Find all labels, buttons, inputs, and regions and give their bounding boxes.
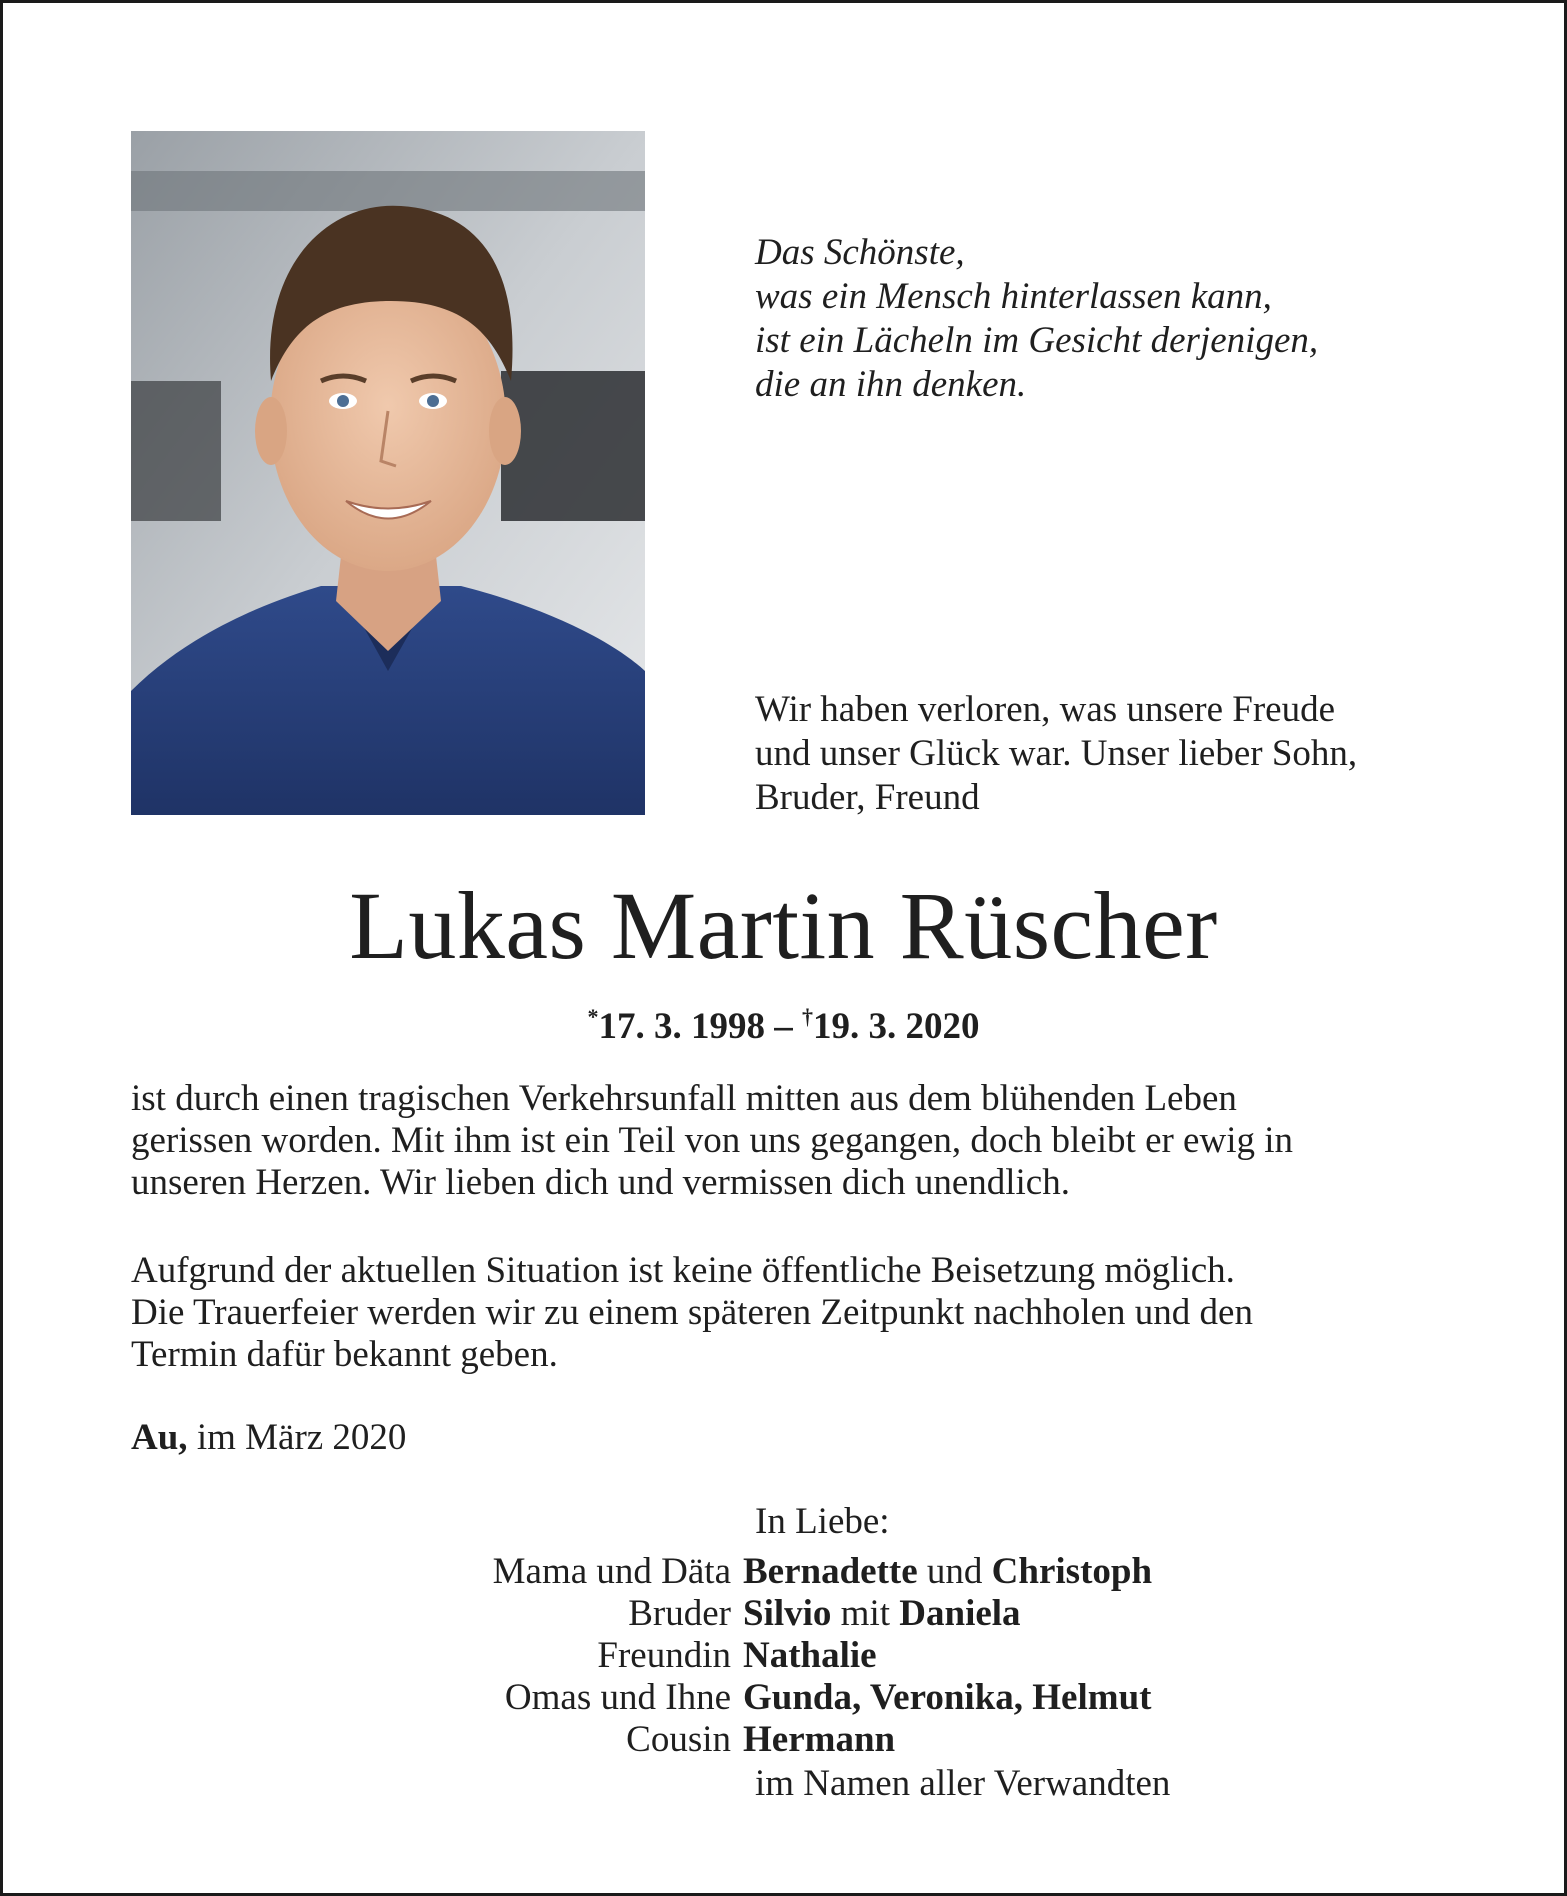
family-row [303,1593,1503,1635]
family-relation: Omas und Ihne [504,1677,731,1718]
family-row [303,1677,1503,1719]
date-separator: – [765,1006,802,1047]
family-row [303,1635,1503,1677]
death-symbol: † [802,1004,813,1029]
in-liebe-heading: In Liebe: [755,1501,890,1542]
name-connector: mit [831,1593,900,1634]
body-line: Aufgrund der aktuellen Situation ist keine öffentliche Beisetzung möglich. [131,1250,1235,1291]
body-line: gerissen worden. Mit ihm ist ein Teil von uns gegangen, doch bleibt er ewig in [131,1120,1294,1161]
quote-line: was ein Mensch hinterlassen kann, [755,276,1272,317]
family-names [743,1635,877,1677]
family-relation: Freundin [597,1635,731,1676]
body-line: unseren Herzen. Wir lieben dich und vermissen dich unendlich. [131,1162,1070,1203]
memorial-quote [755,231,1455,407]
family-list [303,1551,1503,1761]
quote-line: Das Schönste, [755,232,965,273]
quote-line: ist ein Lächeln im Gesicht derjenigen, [755,320,1319,361]
place-town: Au, [131,1417,188,1458]
name-connector: und [917,1551,992,1592]
family-relation: Cousin [626,1719,731,1760]
family-member-name: Nathalie [743,1635,877,1676]
body-line: Die Trauerfeier werden wir zu einem späteren Zeitpunkt nachholen und den [131,1292,1253,1333]
birth-date: 17. 3. 1998 [598,1006,765,1047]
death-date: 19. 3. 2020 [813,1006,980,1047]
intro-text [755,688,1515,820]
body-line: Termin dafür bekannt geben. [131,1334,558,1375]
family-row [303,1551,1503,1593]
deceased-name: Lukas Martin Rüscher [349,872,1218,979]
family-member-name: Christoph [991,1551,1153,1592]
body-line: ist durch einen tragischen Verkehrsunfall mitten aus dem blühenden Leben [131,1078,1237,1119]
life-dates [3,995,1564,1049]
intro-line: Wir haben verloren, was unsere Freude [755,689,1336,730]
birth-symbol: * [587,1004,599,1029]
body-paragraph-2 [131,1250,1451,1376]
family-names [743,1719,895,1761]
closing-line: im Namen aller Verwandten [755,1763,1171,1804]
family-member-name: Daniela [899,1593,1021,1634]
portrait-illustration [131,131,645,815]
family-row [303,1719,1503,1761]
family-relation: Bruder [628,1593,731,1634]
family-member-name: Bernadette [743,1551,918,1592]
family-relation: Mama und Däta [492,1551,731,1592]
intro-line: Bruder, Freund [755,777,980,818]
body-paragraph-1 [131,1078,1451,1204]
family-names [743,1551,1152,1593]
family-names [743,1677,1151,1719]
quote-line: die an ihn denken. [755,364,1027,405]
place-date: im März 2020 [187,1417,407,1458]
family-names [743,1593,1021,1635]
intro-line: und unser Glück war. Unser lieber Sohn, [755,733,1358,774]
place-date-line [131,1416,406,1460]
family-member-name: Silvio [743,1593,832,1634]
portrait-photo [131,131,645,815]
family-member-name: Hermann [743,1719,896,1760]
family-member-name: Gunda, Veronika, Helmut [743,1677,1152,1718]
